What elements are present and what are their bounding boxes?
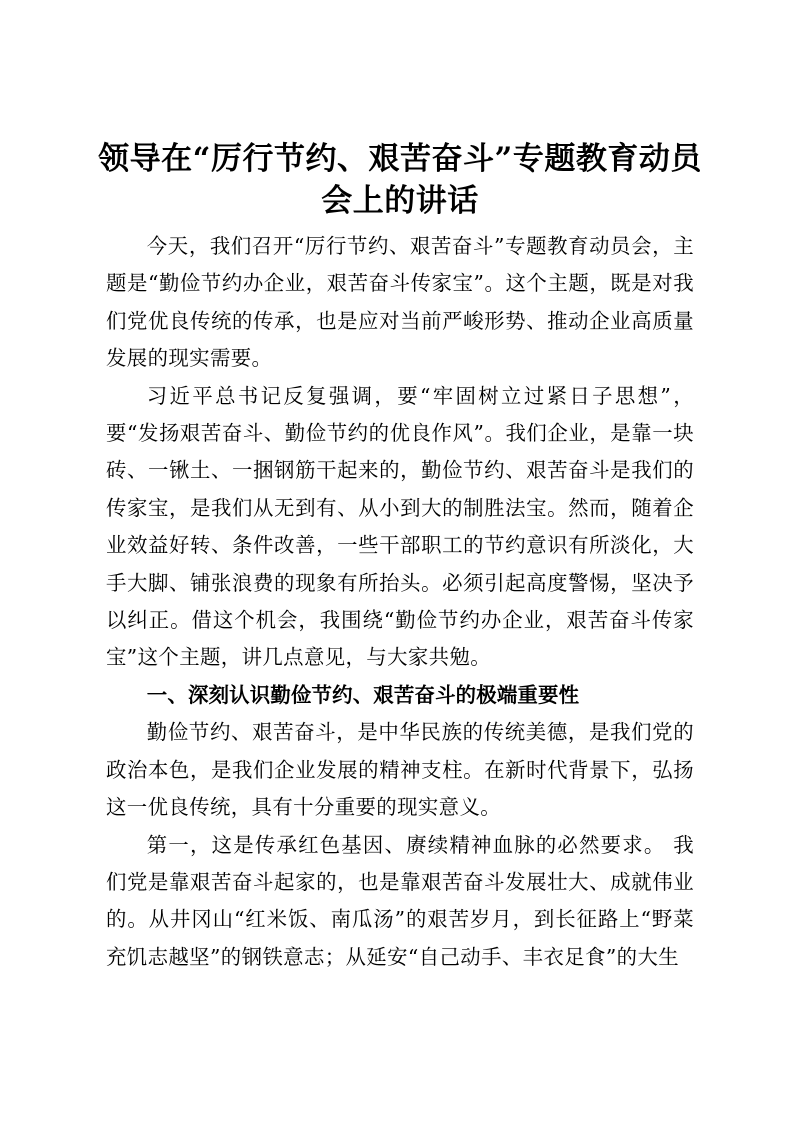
context-paragraph: 习近平总书记反复强调，要“牢固树立过紧日子思想”，要“发扬艰苦奋斗、勤俭节约的优良作风”。我们企业，是靠一块砖、一锹土、一捆钢筋干起来的，勤俭节约、艰苦奋斗是我们的传家宝，是我们从无到有、从小到大的制胜法宝。然而，随着企业效益好转、条件改善，一些干部职工的节约意识有所淡化，大手大脚、铺张浪费的现象有所抬头。必须引起高度警惕，坚决予以纠正。借这个机会，我围绕“勤俭节约办企业，艰苦奋斗传家宝”这个主题，讲几点意见，与大家共勉。: [106, 383, 694, 670]
document-title: 领导在“厉行节约、艰苦奋斗”专题教育动员会上的讲话: [98, 141, 702, 219]
section-paragraph: 第一，这是传承红色基因、赓续精神血脉的必然要求。 我们党是靠艰苦奋斗起家的，也是靠艰苦奋斗发展壮大、成就伟业的。从井冈山“红米饭、南瓜汤”的艰苦岁月，到长征路上“野菜充饥志越坚”的钢铁意志；从延安“自己动手、丰衣足食”的大生: [106, 832, 694, 969]
section-heading: 一、深刻认识勤俭节约、艰苦奋斗的极端重要性: [146, 682, 580, 707]
intro-paragraph: 今天，我们召开“厉行节约、艰苦奋斗”专题教育动员会，主题是“勤俭节约办企业，艰苦奋斗传家宝”。这个主题，既是对我们党优良传统的传承，也是应对当前严峻形势、推动企业高质量发展的现实需要。: [106, 234, 694, 371]
section-paragraph: 勤俭节约、艰苦奋斗，是中华民族的传统美德，是我们党的政治本色，是我们企业发展的精神支柱。在新时代背景下，弘扬这一优良传统，具有十分重要的现实意义。: [106, 720, 694, 820]
document-body: [98, 138, 702, 976]
